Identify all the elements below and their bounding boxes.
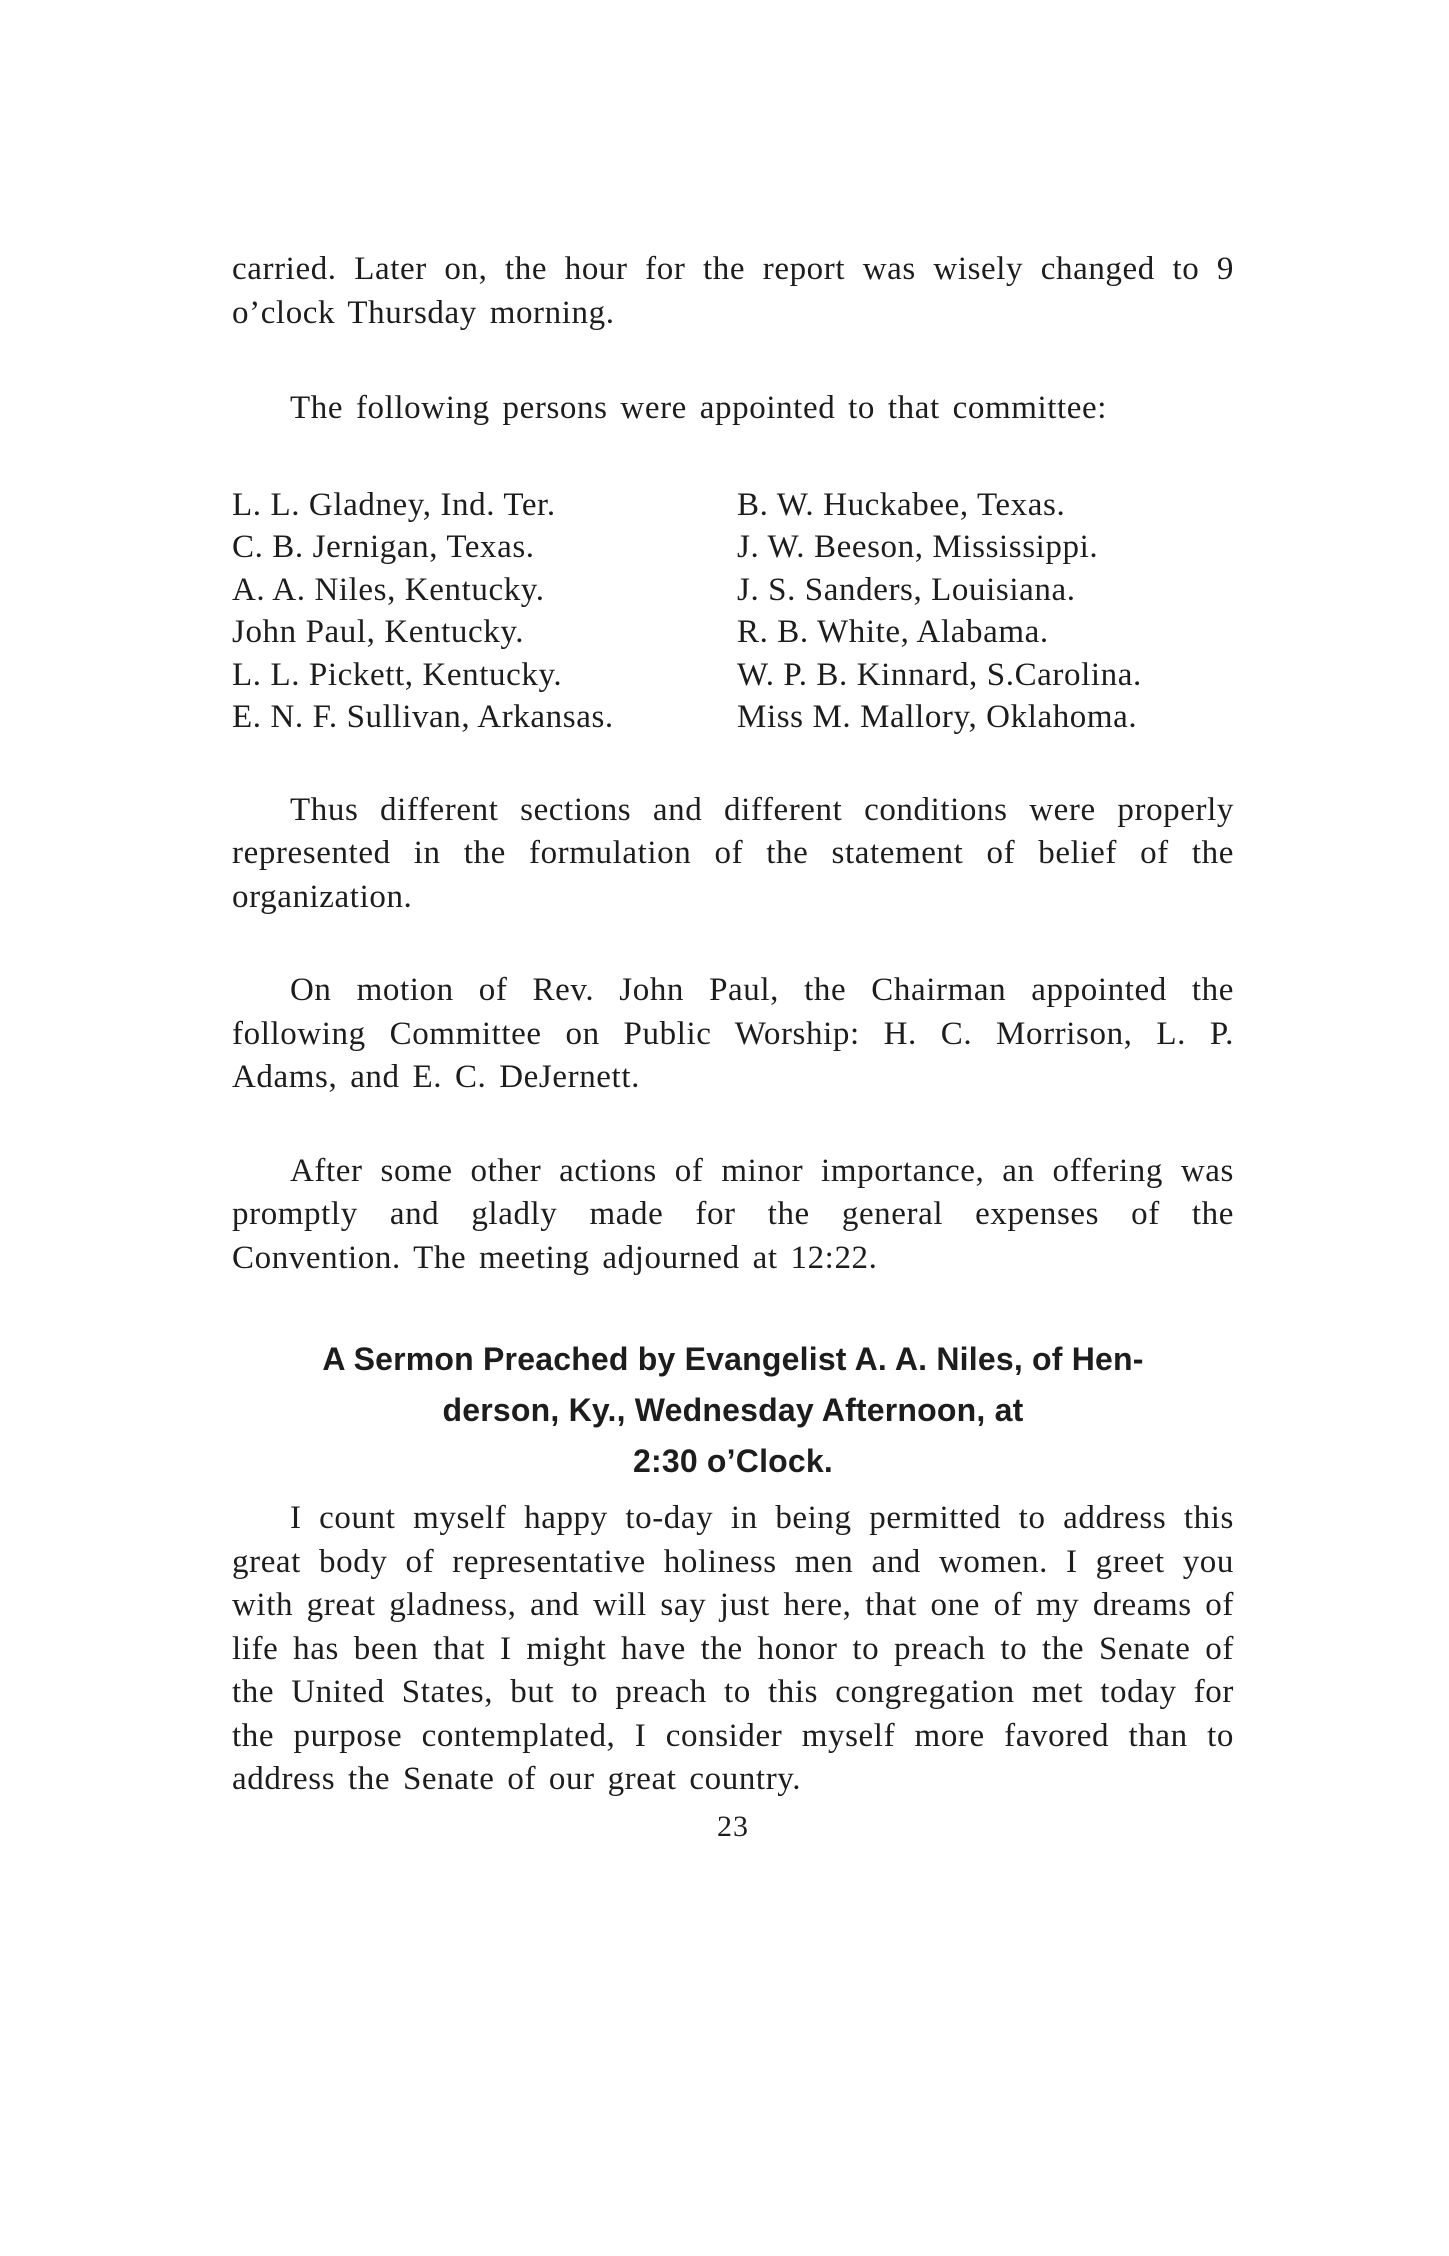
committee-member: John Paul, Kentucky. [232, 614, 525, 650]
committee-member: E. N. F. Sullivan, Arkansas. [232, 699, 614, 735]
committee-member: L. L. Pickett, Kentucky. [232, 656, 563, 693]
paragraph-committee-intro: The following persons were appointed to that committee: [290, 390, 1108, 426]
committee-member: W. P. B. Kinnard, S.Carolina. [737, 656, 1142, 693]
committee-member: Miss M. Mallory, Oklahoma. [737, 699, 1138, 735]
committee-member: R. B. White, Alabama. [737, 614, 1049, 650]
paragraph-adjournment: After some other actions of minor importance, an offering was promptly and gladly made for the general expenses of the Convention. The meeting adjourned at 12:22. [232, 1152, 1234, 1276]
sermon-heading-line: A Sermon Preached by Evangelist A. A. Niles, of Hen- [322, 1341, 1144, 1377]
committee-list [232, 484, 1234, 739]
committee-member: A. A. Niles, Kentucky. [232, 571, 545, 608]
paragraph-representation: Thus different sections and different conditions were properly represented in the formulation of the statement of belief of the organization. [232, 791, 1234, 915]
committee-member: C. B. Jernigan, Texas. [232, 529, 535, 565]
book-page [232, 248, 1234, 1844]
sermon-heading [232, 1334, 1234, 1487]
page-number: 23 [717, 1809, 749, 1843]
committee-member: J. S. Sanders, Louisiana. [737, 571, 1076, 608]
paragraph-report-time: carried. Later on, the hour for the report was wisely changed to 9 o’clock Thursday morning. [232, 251, 1234, 331]
committee-member: J. W. Beeson, Mississippi. [737, 529, 1099, 565]
sermon-text: I count myself happy to-day in being permitted to address this great body of representative holiness men and women. I greet you with great gladness, and will say just here, that one of my dreams of life has been that I might have the honor to preach to the Senate of the United States, but to preach to this congregation met today for the purpose contemplated, I consider myself more favored than to address the Senate of our great country. [232, 1500, 1234, 1797]
sermon-heading-line: 2:30 o’Clock. [632, 1443, 833, 1479]
paragraph-public-worship: On motion of Rev. John Paul, the Chairman appointed the following Committee on Public Worship: H. C. Morrison, L. P. Adams, and E. C. DeJernett. [232, 972, 1234, 1095]
committee-member: B. W. Huckabee, Texas. [737, 486, 1066, 523]
committee-member: L. L. Gladney, Ind. Ter. [232, 486, 556, 523]
sermon-heading-line: derson, Ky., Wednesday Afternoon, at [442, 1392, 1024, 1428]
